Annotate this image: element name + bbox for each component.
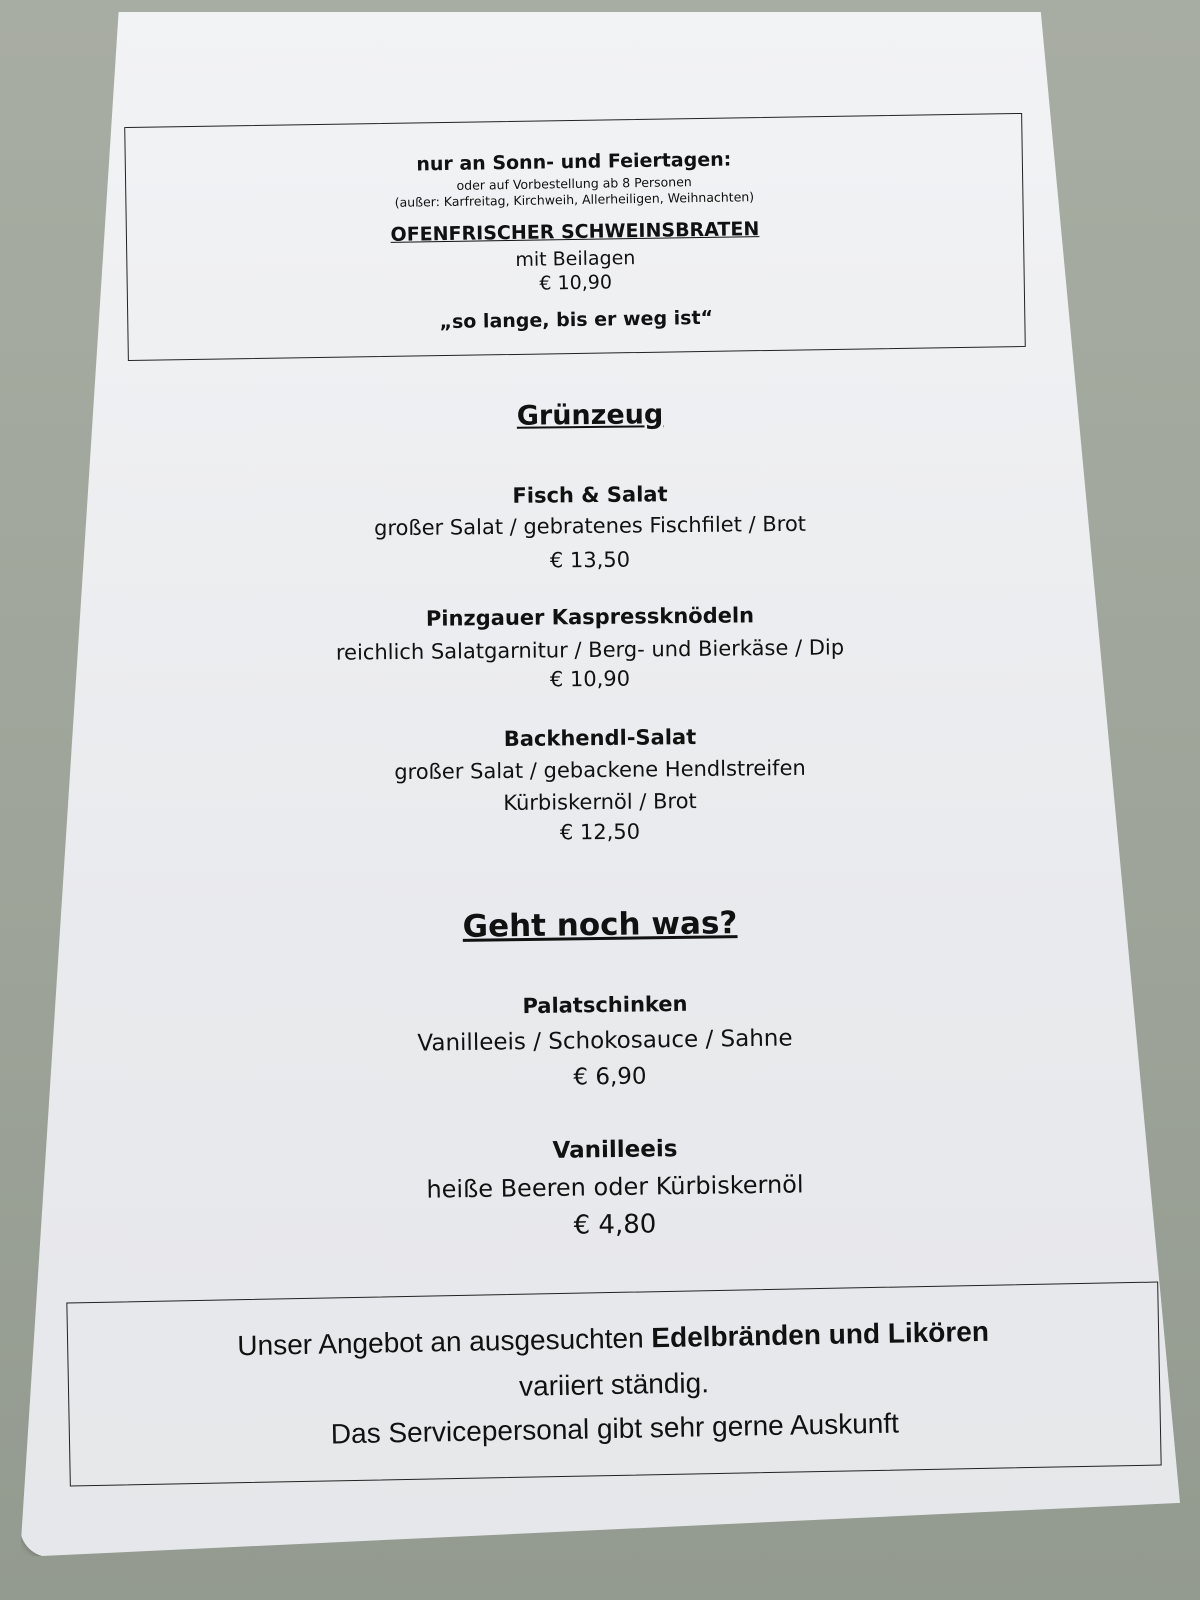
sunday-special-side: mit Beilagen	[515, 247, 636, 271]
sunday-special-dish: OFENFRISCHER SCHWEINSBRATEN	[390, 218, 760, 246]
menu-item-name: Pinzgauer Kaspressknödeln	[425, 603, 755, 631]
spirits-notice-box	[66, 1282, 1161, 1487]
menu-item-description: heiße Beeren oder Kürbiskernöl	[426, 1170, 804, 1204]
menu-item-price: € 4,80	[573, 1209, 657, 1241]
sunday-special-box	[124, 113, 1026, 361]
spirits-notice-line-1-text: Unser Angebot an ausgesuchten	[237, 1322, 652, 1362]
spirits-notice-line-1	[68, 1313, 1158, 1366]
menu-item-name: Vanilleeis	[552, 1136, 678, 1164]
sunday-special-preorder-note: oder auf Vorbestellung ab 8 Personen	[456, 174, 692, 193]
sunday-special-slogan: „so lange, bis er weg ist“	[439, 306, 714, 334]
menu-item-price: € 6,90	[573, 1063, 647, 1091]
section-heading-dessert: Geht noch was?	[462, 905, 738, 945]
sunday-special-exceptions: (außer: Karfreitag, Kirchweih, Allerheiligen, Weihnachten)	[394, 189, 755, 210]
section-heading-gruenzeug: Grünzeug	[516, 399, 664, 432]
spirits-notice-line-3: Das Servicepersonal gibt sehr gerne Auskunft	[330, 1407, 900, 1450]
spirits-notice-highlight: Edelbränden und Likören	[651, 1315, 990, 1354]
menu-item-description: großer Salat / gebackene Hendlstreifen	[394, 755, 806, 785]
menu-item-price: € 13,50	[549, 547, 631, 573]
sunday-special-heading: nur an Sonn- und Feiertagen:	[416, 148, 732, 176]
spirits-notice-line-2: variiert ständig.	[518, 1367, 710, 1402]
menu-item-description: reichlich Salatgarnitur / Berg- und Bierkäse / Dip	[335, 635, 845, 665]
menu-item-description: großer Salat / gebratenes Fischfilet / Brot	[373, 511, 807, 541]
menu-item-name: Fisch & Salat	[512, 482, 668, 508]
menu-item-name: Palatschinken	[522, 991, 688, 1019]
sunday-special-price: € 10,90	[539, 271, 613, 295]
menu-item-description: Vanilleeis / Schokosauce / Sahne	[417, 1025, 793, 1057]
menu-item-price: € 10,90	[549, 666, 631, 692]
menu-item-price: € 12,50	[559, 819, 641, 845]
menu-item-description: Kürbiskernöl / Brot	[503, 788, 697, 816]
menu-item-name: Backhendl-Salat	[503, 724, 697, 752]
